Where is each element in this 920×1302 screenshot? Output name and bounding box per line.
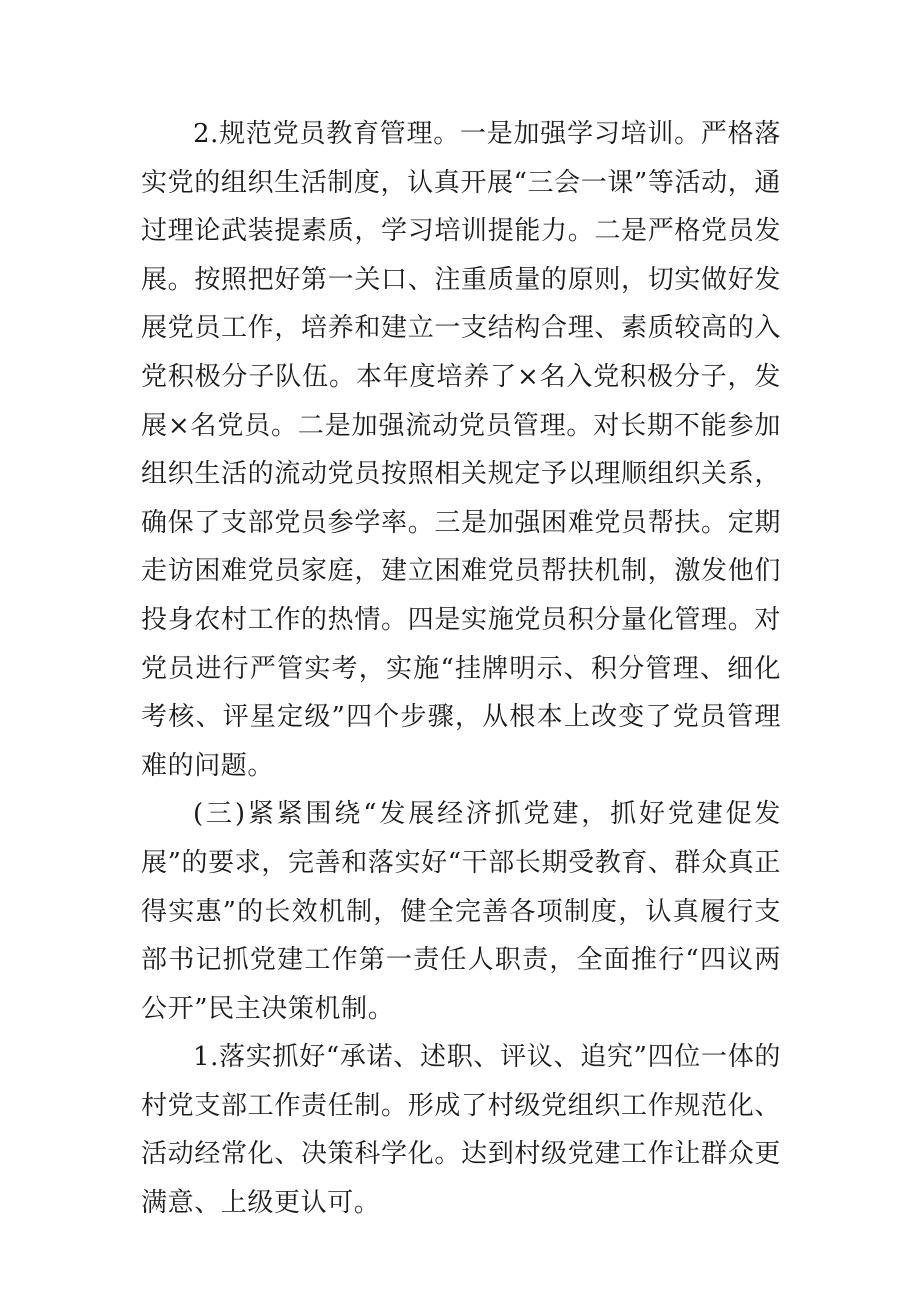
document-body bbox=[141, 110, 781, 1228]
paragraph-responsibility-system: 1.落实抓好“承诺、述职、评议、追究”四位一体的村党支部工作责任制。形成了村级党组织工作规范化、活动经常化、决策科学化。达到村级党建工作让群众更满意、上级更认可。 bbox=[141, 1042, 781, 1219]
paragraph-party-member-education: 2.规范党员教育管理。一是加强学习培训。严格落实党的组织生活制度，认真开展“三会一课”等活动，通过理论武装提素质，学习培训提能力。二是严格党员发展。按照把好第一关口、注重质量的原则，切实做好发展党员工作，培养和建立一支结构合理、素质较高的入党积极分子队伍。本年度培养了×名入党积极分子，发展×名党员。二是加强流动党员管理。对长期不能参加组织生活的流动党员按照相关规定予以理顺组织关系，确保了支部党员参学率。三是加强困难党员帮扶。定期走访困难党员家庭，建立困难党员帮扶机制，激发他们投身农村工作的热情。四是实施党员积分量化管理。对党员进行严管实考，实施“挂牌明示、积分管理、细化考核、评星定级”四个步骤，从根本上改变了党员管理难的问题。 bbox=[141, 119, 781, 781]
paragraph-section-three: (三)紧紧围绕“发展经济抓党建，抓好党建促发展”的要求，完善和落实好“干部长期受教育、群众真正得实惠”的长效机制，健全完善各项制度，认真履行支部书记抓党建工作第一责任人职责，全面推行“四议两公开”民主决策机制。 bbox=[141, 799, 781, 1024]
